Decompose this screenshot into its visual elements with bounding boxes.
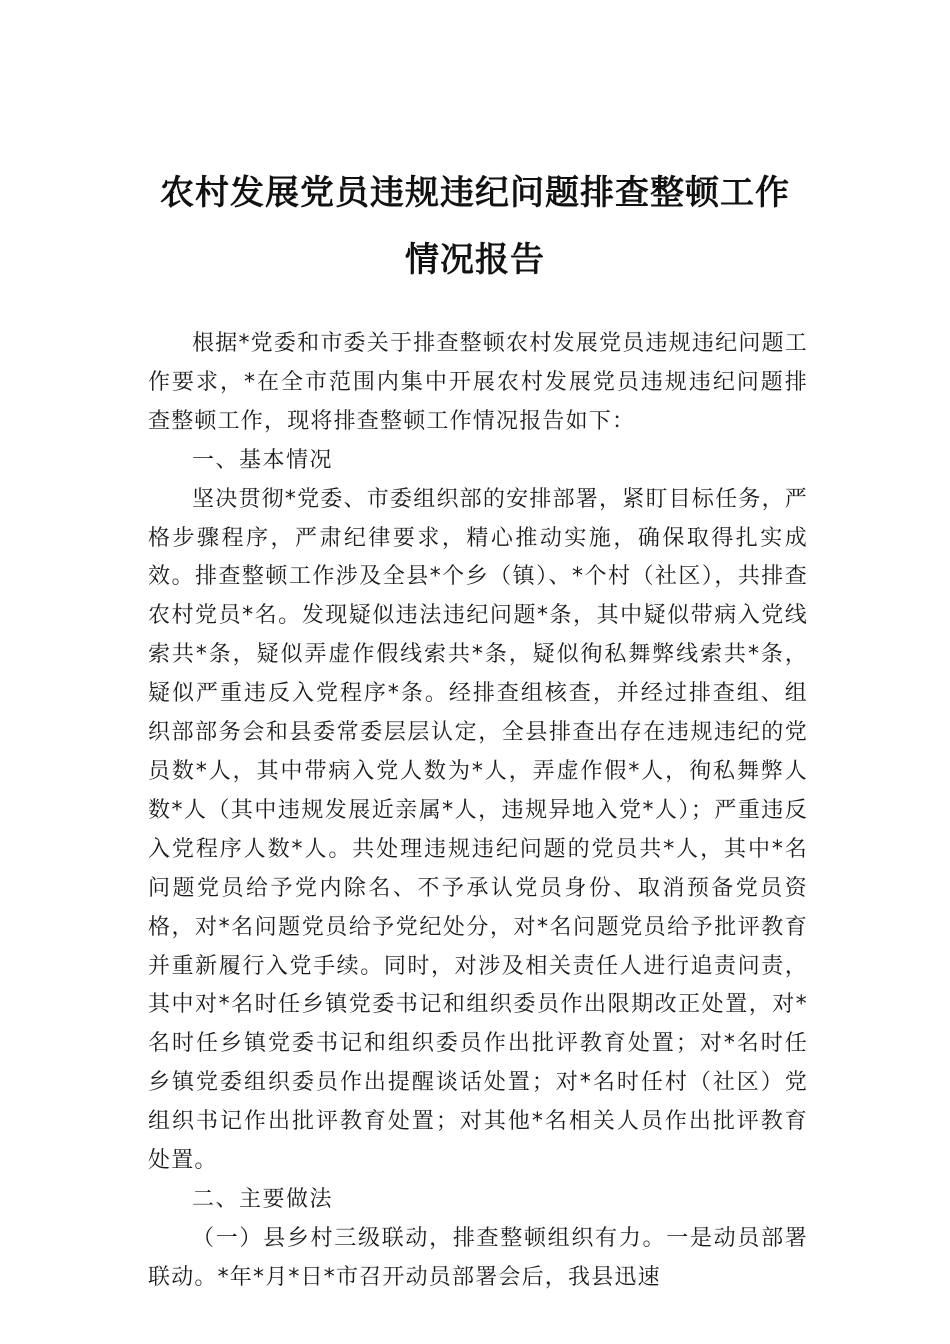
section2-paragraph: （一）县乡村三级联动，排查整顿组织有力。一是动员部署联动。*年*月*日*市召开动员部署会后，我县迅速 (148, 1225, 808, 1290)
document-title-line2: 情况报告 (405, 240, 545, 280)
intro-paragraph: 根据*党委和市委关于排查整顿农村发展党员违规违纪问题工作要求，*在全市范围内集中开展农村发展党员违规违纪问题排查整顿工作，现将排查整顿工作情况报告如下： (148, 331, 808, 434)
section1-heading: 一、基本情况 (192, 447, 334, 473)
section1-paragraph: 坚决贯彻*党委、市委组织部的安排部署，紧盯目标任务，严格步骤程序，严肃纪律要求，精心推动实施，确保取得扎实成效。排查整顿工作涉及全县*个乡（镇）、*个村（社区），共排查农村党员*名。发现疑似违法违纪问题*条，其中疑似带病入党线索共*条，疑似弄虚作假线索共*条，疑似徇私舞弊线索共*条，疑似严重违反入党程序*条。经排查组核查，并经过排查组、组织部部务会和县委常委层层认定，全县排查出存在违规违纪的党员数*人，其中带病入党人数为*人，弄虚作假*人，徇私舞弊人数*人（其中违规发展近亲属*人，违规异地入党*人）；严重违反入党程序人数*人。共处理违规违纪问题的党员共*人，其中*名问题党员给予党内除名、不予承认党员身份、取消预备党员资格，对*名问题党员给予党纪处分，对*名问题党员给予批评教育并重新履行入党手续。同时，对涉及相关责任人进行追责问责，其中对*名时任乡镇党委书记和组织委员作出限期改正处置，对*名时任乡镇党委书记和组织委员作出批评教育处置；对*名时任乡镇党委组织委员作出提醒谈话处置；对*名时任村（社区）党组织书记作出批评教育处置；对其他*名相关人员作出批评教育处置。 (148, 486, 808, 1174)
document-body (148, 325, 808, 1298)
document-title-line1: 农村发展党员违规违纪问题排查整顿工作 (160, 173, 790, 213)
section2-heading: 二、主要做法 (192, 1186, 334, 1212)
